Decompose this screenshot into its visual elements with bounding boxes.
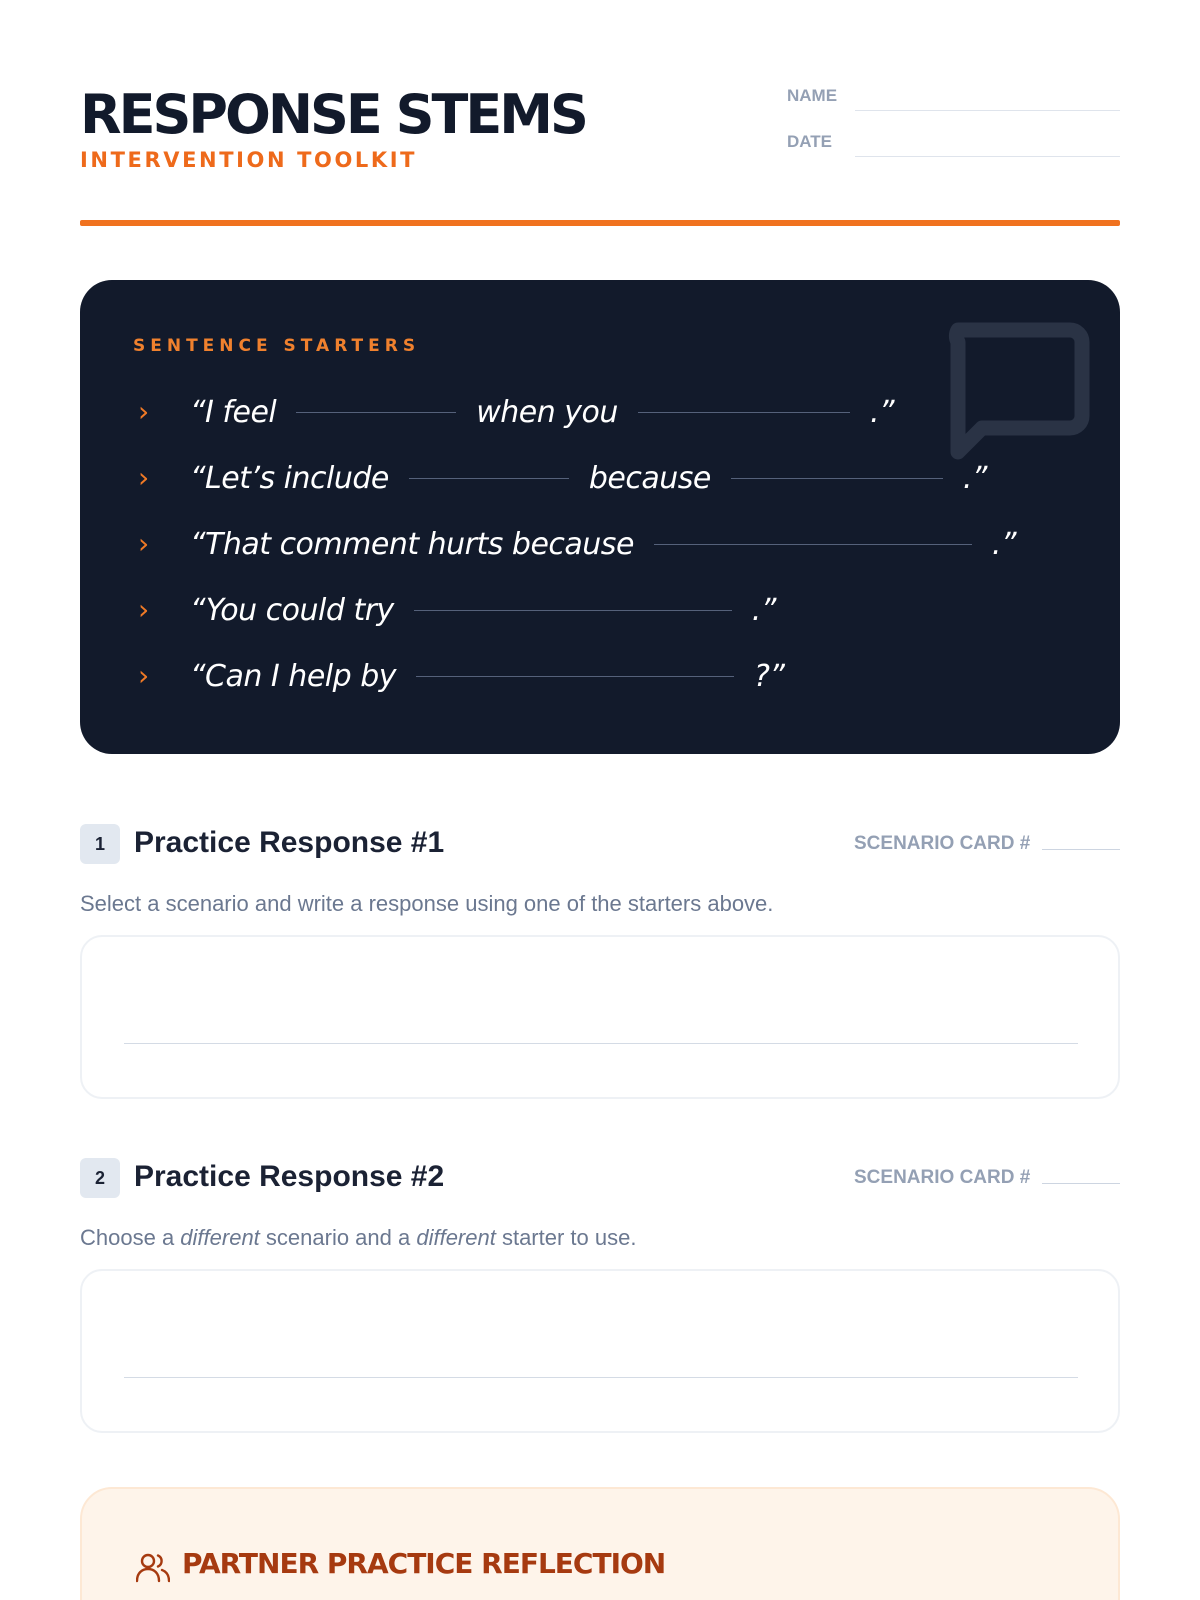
chevron-right-icon: › (138, 395, 150, 428)
writing-line (124, 1377, 1078, 1378)
scenario-card-field[interactable] (1042, 1183, 1120, 1184)
users-icon (136, 1553, 170, 1583)
starter-text: .” (962, 460, 987, 496)
fill-in-blank[interactable] (414, 610, 732, 611)
speech-bubble-icon (940, 320, 1090, 470)
sentence-starters-panel (80, 280, 1120, 754)
starter-item (138, 588, 776, 632)
instruction-emphasis: different (416, 1225, 496, 1250)
starter-text: because (588, 460, 711, 496)
response-box[interactable] (80, 1269, 1120, 1433)
instruction-text: Choose a (80, 1225, 181, 1250)
starter-text: “I feel (190, 394, 277, 430)
section-number-badge: 1 (80, 824, 120, 864)
scenario-card-field[interactable] (1042, 849, 1120, 850)
starter-text: “You could try (190, 592, 394, 628)
chevron-right-icon: › (138, 461, 150, 494)
starter-text: .” (869, 394, 895, 430)
fill-in-blank[interactable] (409, 478, 569, 479)
section-instruction: Select a scenario and write a response using one of the starters above. (80, 891, 774, 916)
chevron-right-icon: › (138, 593, 150, 626)
fill-in-blank[interactable] (731, 478, 943, 479)
fill-in-blank[interactable] (296, 412, 456, 413)
date-label: DATE (787, 132, 833, 151)
header (80, 80, 1120, 226)
starter-item (138, 456, 987, 500)
starter-text: “Can I help by (190, 658, 396, 694)
starter-item (138, 522, 1016, 566)
starters-heading: SENTENCE STARTERS (133, 336, 421, 356)
fill-in-blank[interactable] (654, 544, 972, 545)
starter-text: “That comment hurts because (190, 526, 634, 562)
page-title: RESPONSE STEMS (80, 83, 586, 146)
starter-item (138, 654, 784, 698)
name-label: NAME (787, 86, 838, 105)
instruction-text: scenario and a (259, 1225, 417, 1250)
section-title: Practice Response #1 (134, 826, 445, 859)
page-subtitle: INTERVENTION TOOLKIT (80, 148, 418, 172)
writing-line (124, 1043, 1078, 1044)
chevron-right-icon: › (138, 659, 150, 692)
starter-text: .” (751, 592, 776, 628)
reflection-title: PARTNER PRACTICE REFLECTION (182, 1547, 666, 1580)
fill-in-blank[interactable] (638, 412, 850, 413)
fill-in-blank[interactable] (416, 676, 734, 677)
scenario-card-label: SCENARIO CARD # (854, 833, 1031, 854)
date-field[interactable] (855, 156, 1120, 157)
section-number-badge: 2 (80, 1158, 120, 1198)
starter-text: “Let’s include (190, 460, 389, 496)
starter-text: when you (476, 394, 618, 430)
section-instruction (80, 1225, 636, 1251)
instruction-text: starter to use. (495, 1225, 637, 1250)
starter-text: ?” (754, 658, 785, 694)
starter-item (138, 390, 894, 434)
partner-reflection-card (80, 1487, 1120, 1600)
scenario-card-label: SCENARIO CARD # (854, 1167, 1031, 1188)
instruction-emphasis: different (180, 1225, 260, 1250)
starter-text: .” (991, 526, 1016, 562)
chevron-right-icon: › (138, 527, 150, 560)
response-box[interactable] (80, 935, 1120, 1099)
name-field[interactable] (855, 110, 1120, 111)
header-divider (80, 220, 1120, 226)
section-title: Practice Response #2 (134, 1160, 445, 1193)
